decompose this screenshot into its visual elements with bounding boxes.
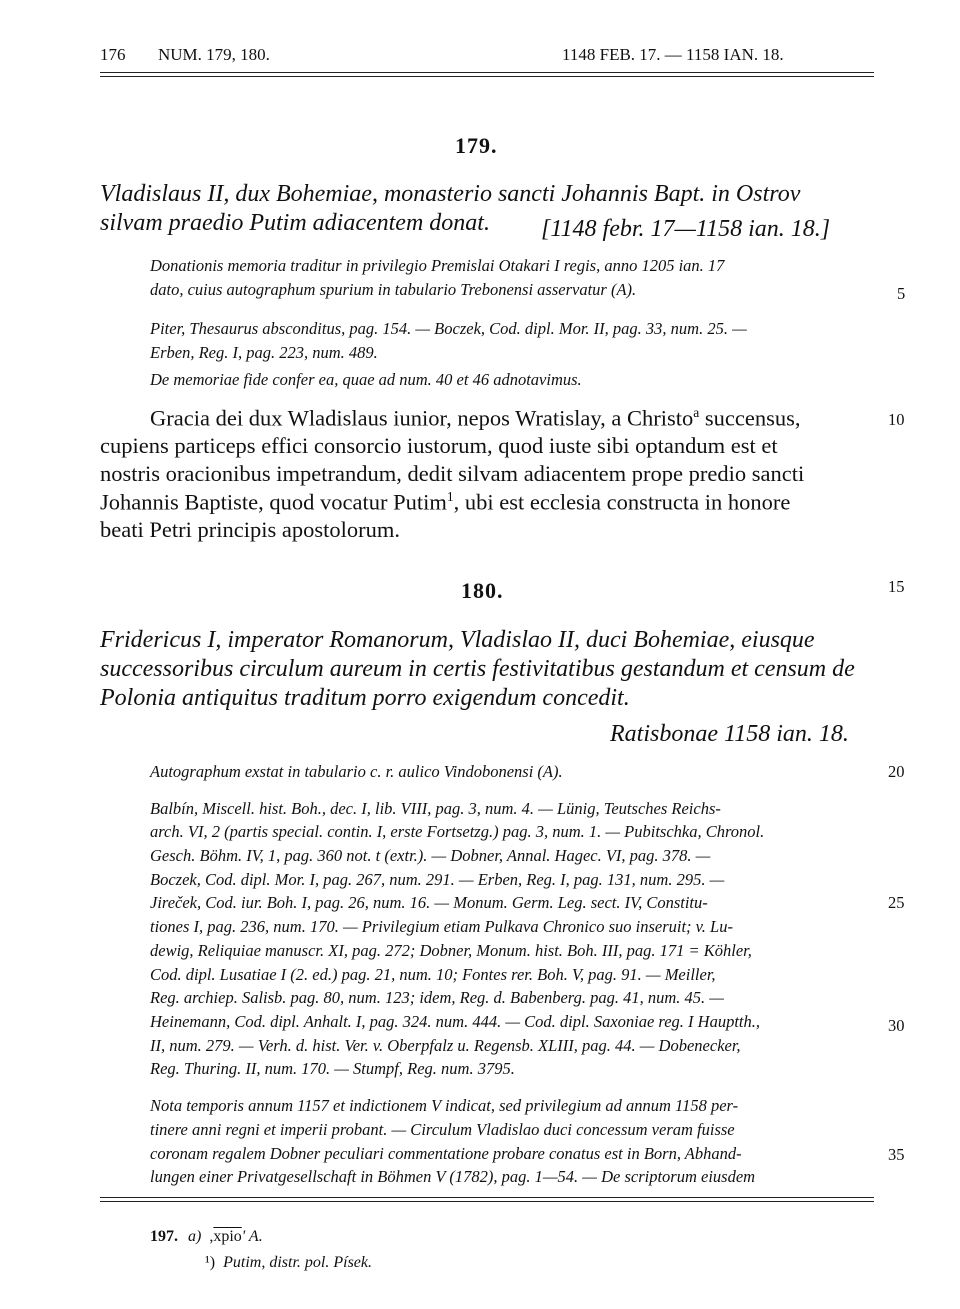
doc180-literature-line: Jireček, Cod. iur. Boh. I, pag. 26, num. 16. — Monum. Germ. Leg. sect. IV, Constitu- [150,893,708,912]
doc179-date: [1148 febr. 17—1158 ian. 18.] [541,216,831,242]
doc180-title-line: Fridericus I, imperator Romanorum, Vladislao II, duci Bohemiae, eiusque [100,627,815,653]
footnote-a-abbrev: xpio [213,1228,242,1245]
doc179-text-line: nostris oracionibus impetrandum, dedit silvam adiacentem prope predio sancti [100,461,805,486]
footnote-rule-2 [100,1201,874,1202]
doc179-title-line1: Vladislaus II, dux Bohemiae, monasterio sancti Johannis Bapt. in Ostrov [100,181,801,207]
footnote-mark-a: a [693,405,700,420]
footnote-a: 197. a) ,xpio' A. [150,1228,263,1245]
footnote-1 [205,1254,372,1272]
doc180-nota-line: coronam regalem Dobner peculiari commentatione probare conatus est in Born, Abhand- [150,1144,742,1163]
doc180-literature-line: tiones I, pag. 236, num. 170. — Privilegium etiam Pulkava Chronico suo inseruit; v. Lu- [150,917,733,936]
doc179-literature-line: Piter, Thesaurus absconditus, pag. 154. — Boczek, Cod. dipl. Mor. II, pag. 33, num. 25. — [150,319,747,338]
doc179-text-line: beati Petri principis apostolorum. [100,517,400,542]
doc180-nota-line: Nota temporis annum 1157 et indictionem V indicat, sed privilegium ad annum 1158 per- [150,1096,739,1115]
doc179-title-line2: silvam praedio Putim adiacentem donat. [100,210,490,236]
doc179-text-line: Johannis Baptiste, quod vocatur Putim$^1$, ubi est ecclesia constructa in honore [100,489,791,515]
doc179-text-line: cupiens particeps effici consorcio iustorum, quod iuste sibi optandum est et [100,433,778,458]
doc180-literature-line: arch. VI, 2 (partis special. contin. I, erste Fortsetzg.) pag. 3, num. 1. — Pubitschka, Chronol. [150,822,765,841]
doc180-title-line: Polonia antiquitus traditum porro exigendum concedit. [100,685,630,711]
doc179-note-line: dato, cuius autographum spurium in tabulario Trebonensi asservatur (A). [150,280,637,299]
footnote-1-text: Putim, distr. pol. Písek. [223,1254,373,1271]
doc179-literature-line: Erben, Reg. I, pag. 223, num. 489. [150,343,378,362]
running-dates: 1148 FEB. 17. — 1158 IAN. 18. [562,45,784,64]
footnote-doc-ref: 197. [150,1228,178,1245]
margin-line-number: 20 [888,762,905,781]
header-rule-2 [100,76,874,77]
running-section: NUM. 179, 180. [158,45,270,64]
margin-line-number: 30 [888,1016,905,1035]
page-number: 176 [100,45,126,64]
doc180-literature-line: Reg. Thuring. II, num. 170. — Stumpf, Reg. num. 3795. [150,1059,515,1078]
margin-line-number: 10 [888,410,905,429]
doc180-literature-line: dewig, Reliquiae manuscr. XI, pag. 272; Dobner, Monum. hist. Boh. III, pag. 171 = Köhler, [150,941,752,960]
margin-line-number: 25 [888,893,905,912]
doc180-literature-line: Reg. archiep. Salisb. pag. 80, num. 123; idem, Reg. d. Babenberg. pag. 41, num. 45. — [150,988,724,1007]
doc180-source: Autographum exstat in tabulario c. r. aulico Vindobonensi (A). [150,762,563,781]
footnote-a-mark: a) [188,1228,202,1245]
doc180-place-date: Ratisbonae 1158 ian. 18. [610,721,849,747]
doc179-text-line: Gracia dei dux Wladislaus iunior, nepos Wratislay, a Christo$^a$ succensus, [150,405,801,431]
doc180-literature-line: Boczek, Cod. dipl. Mor. I, pag. 267, num. 291. — Erben, Reg. I, pag. 131, num. 295. — [150,870,725,889]
header-rule [100,72,874,73]
doc180-literature-line: Cod. dipl. Lusatiae I (2. ed.) pag. 21, num. 10; Fontes rer. Boh. V, pag. 91. — Meiller, [150,965,716,984]
document-179-number: 179. [455,133,498,158]
footnote-rule [100,1197,874,1198]
document-180-number: 180. [461,578,504,603]
doc180-nota-line: lungen einer Privatgesellschaft in Böhmen V (1782), pag. 1—54. — De scriptorum eiusdem [150,1167,756,1186]
margin-line-number: 15 [888,577,905,596]
footnote-mark-1: 1 [446,489,454,504]
doc180-literature-line: II, num. 279. — Verh. d. hist. Ver. v. Oberpfalz u. Regensb. XLIII, pag. 44. — Dobenecker, [150,1036,741,1055]
doc180-literature-line: Gesch. Böhm. IV, 1, pag. 360 not. t (extr.). — Dobner, Annal. Hagec. VI, pag. 378. — [150,846,711,865]
doc180-literature-line: Heinemann, Cod. dipl. Anhalt. I, pag. 324. num. 444. — Cod. dipl. Saxoniae reg. I Hauptth., [150,1012,761,1031]
margin-line-number: 35 [888,1145,905,1164]
doc180-nota-line: tinere anni regni et imperii probant. — Circulum Vladislao duci concessum veram fuisse [150,1120,735,1139]
doc179-remark: De memoriae fide confer ea, quae ad num. 40 et 46 adnotavimus. [150,370,582,389]
footnote-1-mark: ¹) [205,1254,216,1271]
doc180-title-line: successoribus circulum aureum in certis festivitatibus gestandum et censum de [100,656,855,682]
margin-line-number: 5 [897,284,906,303]
doc179-note-line: Donationis memoria traditur in privilegio Premislai Otakari I regis, anno 1205 ian. 17 [150,256,725,275]
doc180-literature-line: Balbín, Miscell. hist. Boh., dec. I, lib. VIII, pag. 3, num. 4. — Lünig, Teutsches Reichs- [150,799,721,818]
